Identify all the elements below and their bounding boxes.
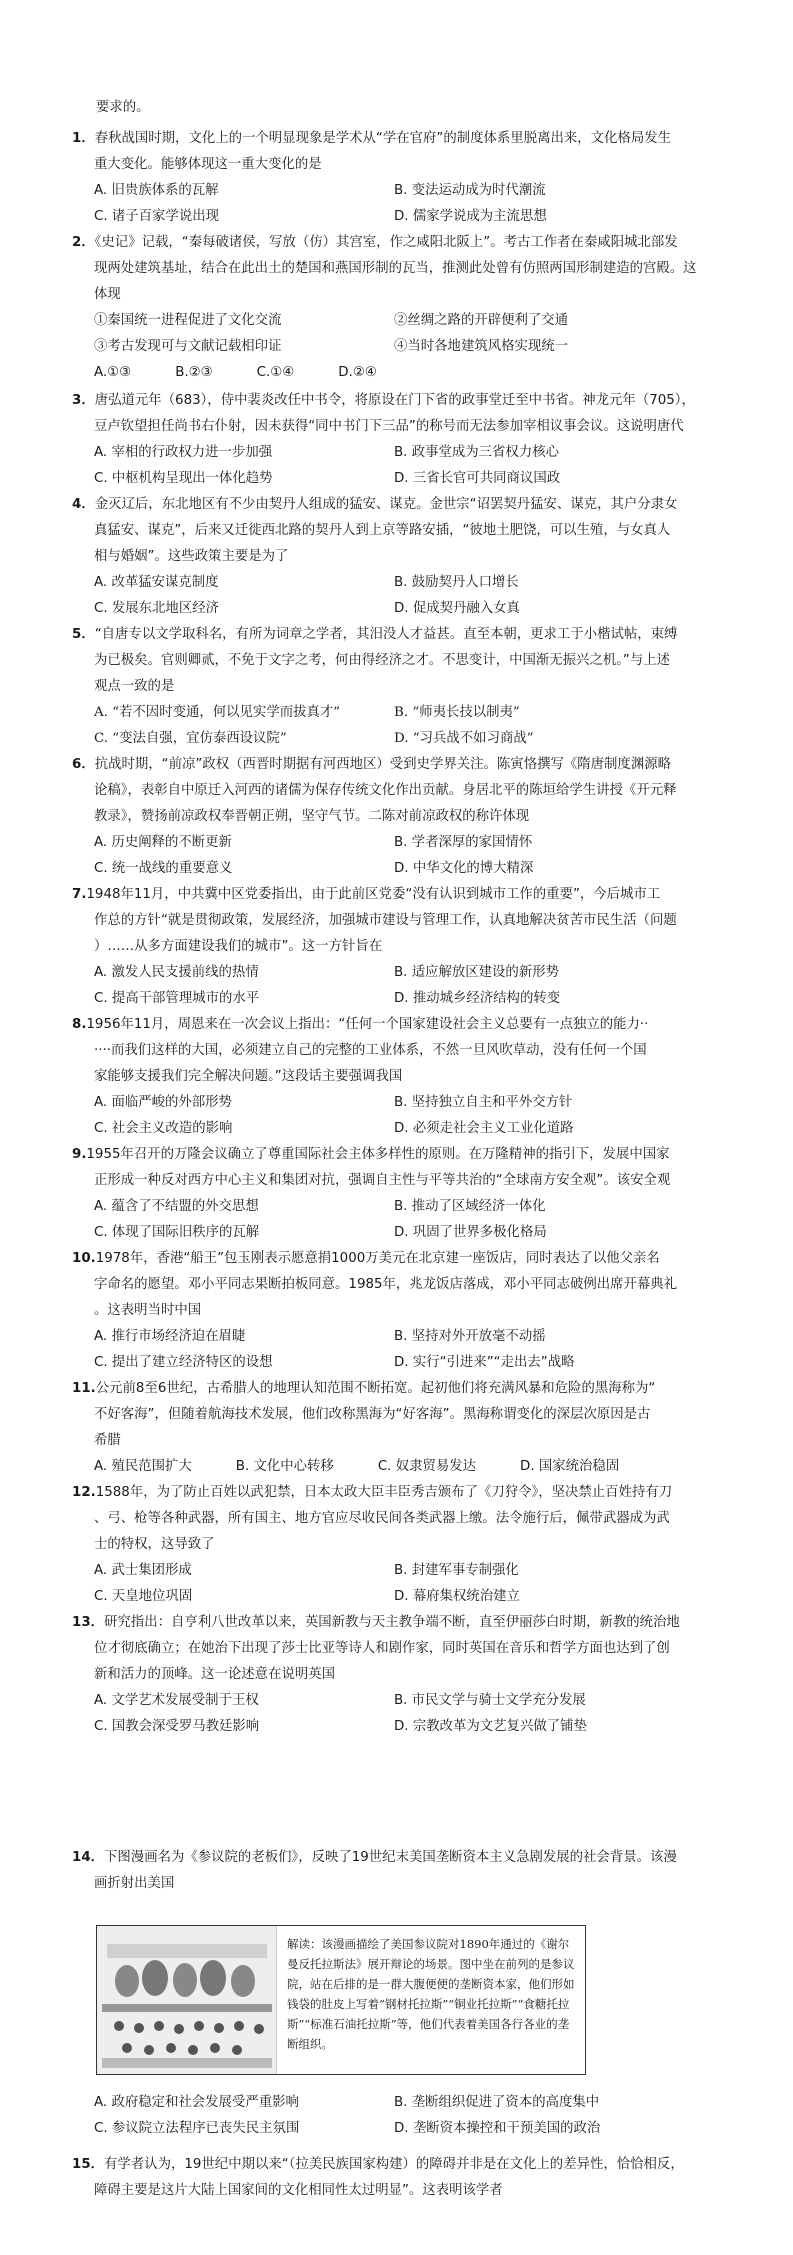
statement-2: ②丝绸之路的开辟便利了交通 (394, 313, 569, 328)
option-b[interactable]: B. 文化中心转移 (235, 1459, 334, 1474)
option-b[interactable]: B. 推动了区域经济一体化 (394, 1199, 546, 1214)
option-c[interactable]: C. 社会主义改造的影响 (94, 1121, 233, 1136)
option-b[interactable]: B. 鼓励契丹人口增长 (394, 575, 519, 590)
option-c[interactable]: C. 提高干部管理城市的水平 (94, 991, 260, 1006)
option-c[interactable]: C. 国教会深受罗马教廷影响 (94, 1719, 260, 1734)
question-number: 15． (72, 2157, 105, 2172)
options (72, 830, 732, 882)
statement-3: ③考古发现可与文献记载相印证 (94, 339, 282, 354)
question-number: 7. (72, 887, 87, 902)
option-b[interactable]: B. 适应解放区建设的新形势 (394, 965, 559, 980)
question-number: 14． (72, 1850, 105, 1865)
question-number: 3． (72, 393, 95, 408)
option-b[interactable]: B. 市民文学与骑士文学充分发展 (394, 1693, 586, 1708)
question-number: 4． (72, 497, 95, 512)
question-12: 12.1588年，为了防止百姓以武犯禁，日本太政大臣丰臣秀吉颁布了《刀狩令》，坚决禁止百姓持有刀 、弓、枪等各种武器，所有国主、地方官应尽收民间各类武器上缴。法令施行后，佩带武器成为武 士的特权，这导致了 A. 武士集团形成 B. 封建军事专制强化 C. 天皇地位巩固 D. 幕府集权统治建立 (72, 1480, 732, 1610)
option-d[interactable]: D. 巩固了世界多极化格局 (394, 1225, 547, 1240)
statement-4: ④当时各地建筑风格实现统一 (394, 339, 569, 354)
option-b[interactable]: B.②③ (175, 365, 213, 380)
options (72, 1688, 732, 1740)
question-number: 8. (72, 1017, 87, 1032)
option-c[interactable]: C. 发展东北地区经济 (94, 601, 219, 616)
option-d[interactable]: D. 促成契丹融入女真 (394, 601, 520, 616)
question-13: 13．研究指出：自亨利八世改革以来，英国新教与天主教争端不断，直至伊丽莎白时期，新教的统治地 位才彻底确立；在她治下出现了莎士比亚等诗人和剧作家，同时英国在音乐和哲学方面也达到了创 新和活力的顶峰。这一论述意在说明英国 A. 文学艺术发展受制于王权 B. 市民文学与骑士文学充分发展 C. 国教会深受罗马教廷影响 D. 宗教改革为文艺复兴做了铺垫 (72, 1610, 732, 1740)
question-11: 11.公元前8至6世纪，古希腊人的地理认知范围不断拓宽。起初他们将充满风暴和危险的黑海称为“ 不好客海”，但随着航海技术发展，他们改称黑海为“好客海”。黑海称谓变化的深层次原因是古 希腊 A. 殖民范围扩大 B. 文化中心转移 C. 奴隶贸易发达 D. 国家统治稳固 (72, 1376, 732, 1480)
question-number: 1． (72, 131, 95, 146)
question-9: 9.1955年召开的万隆会议确立了尊重国际社会主体多样性的原则。在万隆精神的指引下，发展中国家 正形成一种反对西方中心主义和集团对抗，强调自主性与平等共治的“全球南方安全观”。该安全观 A. 蕴含了不结盟的外交思想 B. 推动了区域经济一体化 C. 体现了国际旧秩序的瓦解 D. 巩固了世界多极化格局 (72, 1142, 732, 1246)
option-d[interactable]: D. 幕府集权统治建立 (394, 1589, 520, 1604)
question-number: 9. (72, 1147, 87, 1162)
cartoon-figure (96, 1925, 586, 2075)
question-1: 1．春秋战国时期，文化上的一个明显现象是学术从“学在官府”的制度体系里脱离出来，文化格局发生 重大变化。能够体现这一重大变化的是 A. 旧贵族体系的瓦解 B. 变法运动成为时代潮流 C. 诸子百家学说出现 D. 儒家学说成为主流思想 (72, 126, 732, 230)
question-4: 4．金灭辽后，东北地区有不少由契丹人组成的猛安、谋克。金世宗“诏罢契丹猛安、谋克，其户分隶女 真猛安、谋克”，后来又迁徙西北路的契丹人到上京等路安插，“彼地土肥饶，可以生殖，与女真人 相与婚姻”。这些政策主要是为了 A. 改革猛安谋克制度 B. 鼓励契丹人口增长 C. 发展东北地区经济 D. 促成契丹融入女真 (72, 492, 732, 622)
option-d[interactable]: D. 三省长官可共同商议国政 (394, 471, 561, 486)
option-d[interactable]: D. 实行“引进来”“走出去”战略 (394, 1355, 575, 1370)
option-d[interactable]: D. 中华文化的博大精深 (394, 861, 534, 876)
statement-list (72, 308, 732, 360)
option-a[interactable]: A. 文学艺术发展受制于王权 (94, 1693, 259, 1708)
question-number: 2． (72, 235, 95, 250)
question-number: 5． (72, 627, 95, 642)
option-d[interactable]: D. 儒家学说成为主流思想 (394, 209, 547, 224)
option-a[interactable]: A. “若不因时变通，何以见实学而拔真才” (94, 705, 341, 720)
option-d[interactable]: D. 垄断资本操控和干预美国的政治 (394, 2121, 601, 2136)
question-8: 8.1956年11月，周恩来在一次会议上指出：“任何一个国家建设社会主义总要有一点独立的能力·· ····而我们这样的大国，必须建立自己的完整的工业体系，不然一旦风吹草动，没有任何一个国 家能够支援我们完全解决问题。”这段话主要强调我国 A. 面临严峻的外部形势 B. 坚持独立自主和平外交方针 C. 社会主义改造的影响 D. 必须走社会主义工业化道路 (72, 1012, 732, 1142)
option-a[interactable]: A. 面临严峻的外部形势 (94, 1095, 232, 1110)
option-c[interactable]: C. 中枢机构呈现出一体化趋势 (94, 471, 273, 486)
question-14: 14．下图漫画名为《参议院的老板们》，反映了19世纪末美国垄断资本主义急剧发展的社会背景。该漫 画折射出美国 (72, 1850, 677, 1891)
question-7: 7.1948年11月，中共冀中区党委指出，由于此前区党委“没有认识到城市工作的重要”，今后城市工 作总的方针“就是贯彻政策，发展经济，加强城市建设与管理工作，认真地解决贫苦市民生活（问题 ）……从多方面建设我们的城市”。这一方针旨在 A. 激发人民支援前线的热情 B. 适应解放区建设的新形势 C. 提高干部管理城市的水平 D. 推动城乡经济结构的转变 (72, 882, 732, 1012)
option-a[interactable]: A. 改革猛安谋克制度 (94, 575, 219, 590)
option-b[interactable]: B. 政事堂成为三省权力核心 (394, 445, 559, 460)
option-d[interactable]: D. 推动城乡经济结构的转变 (394, 991, 561, 1006)
option-a[interactable]: A.①③ (94, 365, 132, 380)
option-a[interactable]: A. 宰相的行政权力进一步加强 (94, 445, 273, 460)
option-b[interactable]: B. 学者深厚的家国情怀 (394, 835, 533, 850)
question-14-options (72, 2090, 732, 2142)
options (72, 1194, 732, 1246)
options (72, 1558, 732, 1610)
question-number: 13． (72, 1615, 105, 1630)
question-3: 3．唐弘道元年（683），侍中裴炎改任中书令，将原设在门下省的政事堂迁至中书省。神龙元年（705）， 豆卢钦望担任尚书右仆射，因未获得“同中书门下三品”的称号而无法参加宰相议事会议。这说明唐代 A. 宰相的行政权力进一步加强 B. 政事堂成为三省权力核心 C. 中枢机构呈现出一体化趋势 D. 三省长官可共同商议国政 (72, 388, 732, 492)
option-d[interactable]: D.②④ (338, 365, 377, 380)
options (72, 570, 732, 622)
options (72, 1090, 732, 1142)
option-b[interactable]: B. 垄断组织促进了资本的高度集中 (394, 2095, 600, 2110)
options (72, 700, 732, 752)
option-b[interactable]: B. 变法运动成为时代潮流 (394, 183, 546, 198)
option-c[interactable]: C. 提出了建立经济特区的设想 (94, 1355, 273, 1370)
cartoon-illustration (97, 1926, 277, 2074)
options (72, 360, 732, 386)
option-d[interactable]: D. 国家统治稳固 (520, 1459, 620, 1474)
option-b[interactable]: B. 坚持对外开放毫不动摇 (394, 1329, 546, 1344)
option-a[interactable]: A. 蕴含了不结盟的外交思想 (94, 1199, 259, 1214)
statement-1: ①秦国统一进程促进了文化交流 (94, 313, 282, 328)
option-a[interactable]: A. 武士集团形成 (94, 1563, 192, 1578)
option-c[interactable]: C. 体现了国际旧秩序的瓦解 (94, 1225, 260, 1240)
option-c[interactable]: C. “变法自强，宜仿泰西设议院” (94, 731, 287, 746)
question-number: 11. (72, 1381, 96, 1396)
option-a[interactable]: A. 政府稳定和社会发展受严重影响 (94, 2095, 299, 2110)
option-c[interactable]: C. 统一战线的重要意义 (94, 861, 233, 876)
option-a[interactable]: A. 殖民范围扩大 (94, 1459, 192, 1474)
option-c[interactable]: C. 天皇地位巩固 (94, 1589, 193, 1604)
options (72, 178, 732, 230)
options (72, 960, 732, 1012)
question-10: 10.1978年，香港“船王”包玉刚表示愿意捐1000万美元在北京建一座饭店，同时表达了以他父亲名 字命名的愿望。邓小平同志果断拍板同意。1985年，兆龙饭店落成，邓小平同志破例出席开幕典礼 。这表明当时中国 A. 推行市场经济迫在眉睫 B. 坚持对外开放毫不动摇 C. 提出了建立经济特区的设想 D. 实行“引进来”“走出去”战略 (72, 1246, 732, 1376)
option-c[interactable]: C. 参议院立法程序已丧失民主氛围 (94, 2121, 300, 2136)
senate-bosses-cartoon-icon (97, 1926, 277, 2074)
question-15: 15．有学者认为，19世纪中期以来“（拉美民族国家构建）的障碍并非是在文化上的差异性，恰恰相反， 障碍主要是这片大陆上国家间的文化相同性太过明显”。这表明该学者 (72, 2157, 684, 2198)
option-d[interactable]: D. 必须走社会主义工业化道路 (394, 1121, 574, 1136)
option-c[interactable]: C. 奴隶贸易发达 (377, 1459, 477, 1474)
option-a[interactable]: A. 历史阐释的不断更新 (94, 835, 232, 850)
question-5: 5．“自唐专以文学取科名，有所为词章之学者，其汨没人才益甚。直至本朝，更求工于小楷试帖，束缚 为已极矣。官则卿贰，不免于文字之考，何由得经济之才。不思变计，中国渐无振兴之机。”与上述 观点一致的是 A. “若不因时变通，何以见实学而拔真才” B. “师夷长技以制夷” C. “变法自强，宜仿泰西设议院” D. “习兵战不如习商战” (72, 622, 732, 752)
option-d[interactable]: D. “习兵战不如习商战” (394, 731, 534, 746)
option-c[interactable]: C. 诸子百家学说出现 (94, 209, 219, 224)
option-b[interactable]: B. “师夷长技以制夷” (394, 705, 520, 720)
options (72, 2090, 732, 2142)
question-number: 6． (72, 757, 95, 772)
option-b[interactable]: B. 坚持独立自主和平外交方针 (394, 1095, 573, 1110)
option-c[interactable]: C.①④ (256, 365, 295, 380)
option-d[interactable]: D. 宗教改革为文艺复兴做了铺垫 (394, 1719, 587, 1734)
question-6: 6．抗战时期，“前凉”政权（西晋时期据有河西地区）受到史学界关注。陈寅恪撰写《隋唐制度渊源略 论稿》，表彰自中原迁入河西的诸儒为保存传统文化作出贡献。身居北平的陈垣给学生讲授《开元释 教录》，赞扬前凉政权奉晋朝正朔，坚守气节。二陈对前凉政权的称许体现 A. 历史阐释的不断更新 B. 学者深厚的家国情怀 C. 统一战线的重要意义 D. 中华文化的博大精深 (72, 752, 732, 882)
options (72, 1454, 732, 1480)
option-a[interactable]: A. 旧贵族体系的瓦解 (94, 183, 219, 198)
question-2: 2．《史记》记载，“秦每破诸侯，写放（仿）其宫室，作之咸阳北阪上”。考古工作者在秦咸阳城北部发 现两处建筑基址，结合在此出土的楚国和燕国形制的瓦当，推测此处曾有仿照两国形制建造的宫殿。这 体现 ①秦国统一进程促进了文化交流 ②丝绸之路的开辟便利了交通 ③考古发现可与文献记载相印证 ④当时各地建筑风格实现统一 A.①③ B.②③ C.①④ D.②④ (72, 230, 732, 386)
options (72, 440, 732, 492)
options (72, 1324, 732, 1376)
cartoon-caption: 解读：该漫画描绘了美国参议院对1890年通过的《谢尔曼反托拉斯法》展开辩论的场景。图中坐在前列的是参议院，站在后排的是一群大腹便便的垄断资本家，他们形如钱袋的肚皮上写着“钢材托拉斯”“铜业托拉斯”“食糖托拉斯”“标准石油托拉斯”等，他们代表着美国各行各业的垄断组织。 (287, 1937, 575, 2051)
option-b[interactable]: B. 封建军事专制强化 (394, 1563, 519, 1578)
option-a[interactable]: A. 推行市场经济迫在眉睫 (94, 1329, 246, 1344)
intro-line: 要求的。 (96, 100, 150, 115)
question-number: 10. (72, 1251, 96, 1266)
option-a[interactable]: A. 激发人民支援前线的热情 (94, 965, 259, 980)
question-number: 12. (72, 1485, 96, 1500)
